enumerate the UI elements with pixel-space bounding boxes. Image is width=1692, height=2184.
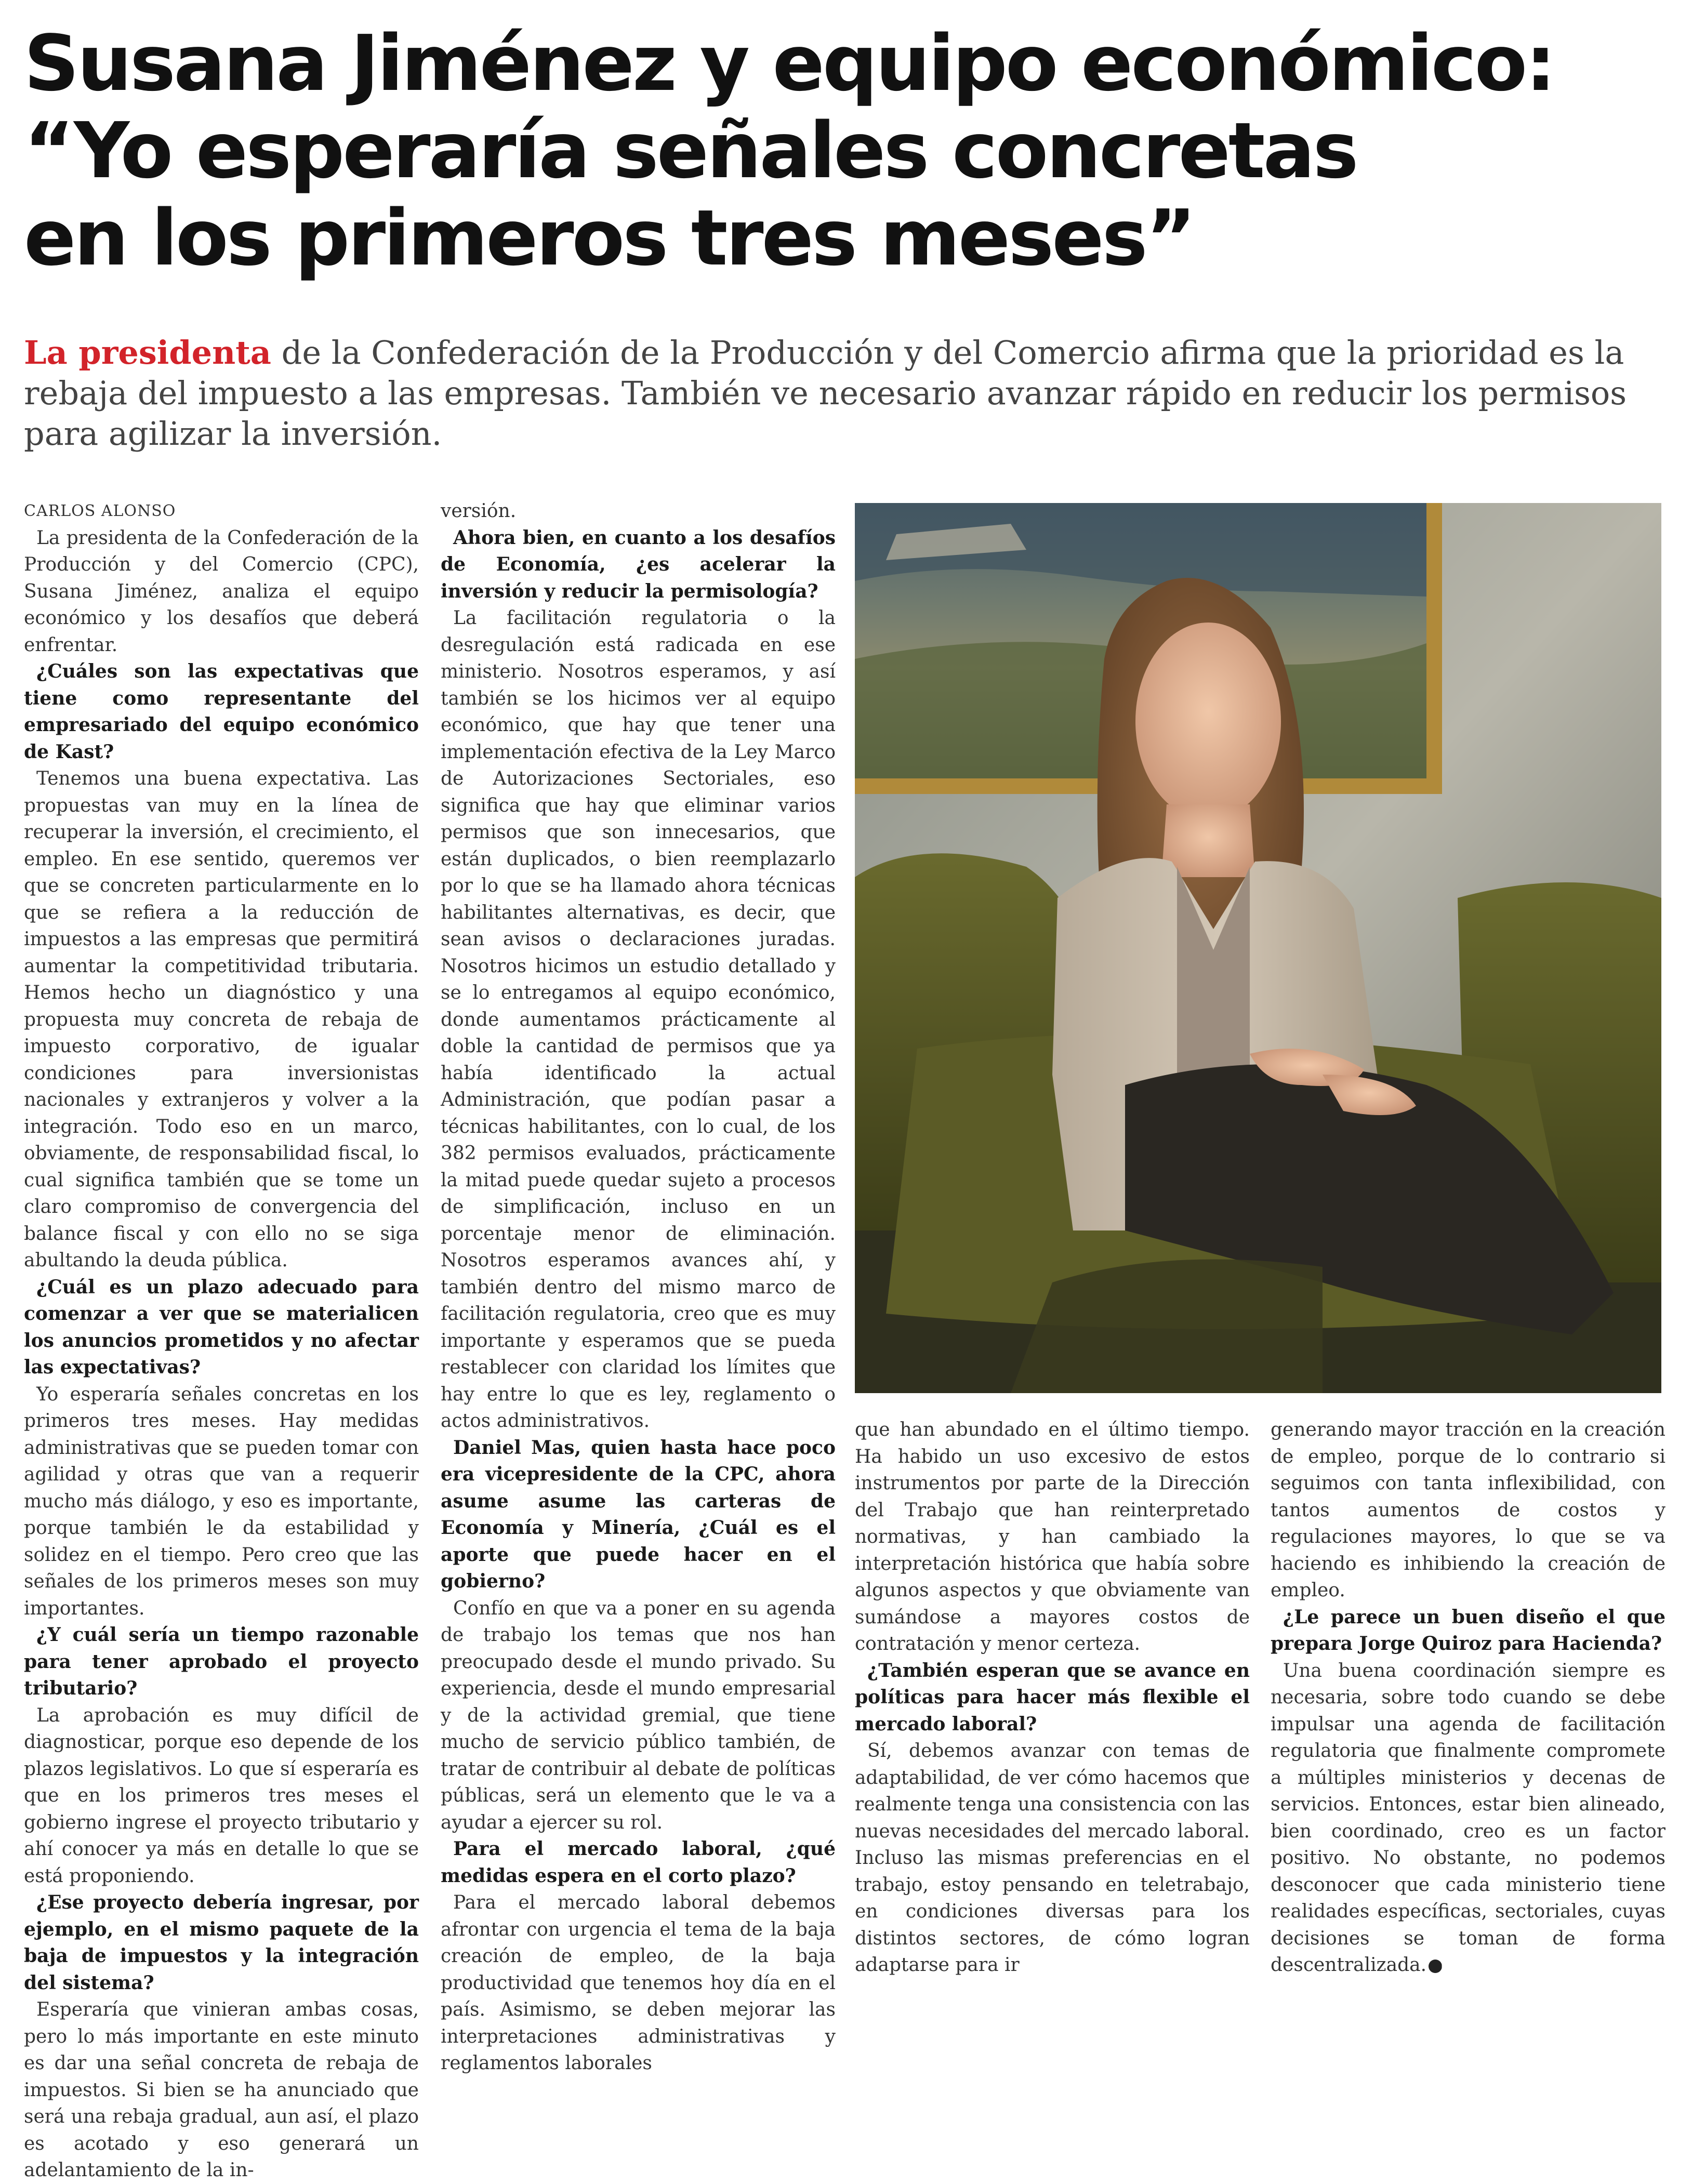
- question-3: ¿Y cuál sería un tiempo razonable para tener aprobado el proyecto tributario?: [24, 1624, 419, 1699]
- answer-4: Esperaría que vinieran ambas cosas, pero lo más importante en este minuto es dar una señal concreta de rebaja de impuestos. Si bien se ha anunciado que será una rebaja gradual, aun así, el plazo es acotado y eso generará un adelantamiento de la in-: [24, 1999, 419, 2181]
- headline: [24, 20, 1661, 282]
- answer-9: [1271, 1658, 1665, 1979]
- answer-7: Para el mercado laboral debemos afrontar con urgencia el tema de la baja creación de empleo, de la baja productividad que tenemos hoy día en el país. Asimismo, se deben mejorar las interpretaciones administrativas y reglamentos laborales: [441, 1892, 836, 2074]
- answer-5: La facilitación regulatoria o la desregulación está radicada en ese ministerio. Nosotros esperamos, y así también se los hicimos ver al equipo económico, que hay que tener una implementación efectiva de la Ley Marco de Autorizaciones Sectoriales, eso significa que hay que eliminar varios permisos que son innecesarios, que están duplicados, o bien reemplazarlo por lo que se ha llamado ahora técnicas habilitantes alternativas, es decir, que sean avisos o declaraciones juradas. Nosotros hicimos un estudio detallado y se lo entregamos al equipo económico, donde aumentamos prácticamente al doble la cantidad de permisos que ya había identificado la actual Administración, que podían pasar a técnicas habilitantes, con lo cual, de los 382 permisos evaluados, prácticamente la mitad puede quedar sujeto a procesos de simplificación, incluso en un porcentaje menor de eliminación. Nosotros esperamos avances ahí, y también dentro del mismo marco de facilitación regulatoria, creo que es muy importante y esperamos que se pueda restablecer con claridad los límites que hay entre lo que es ley, reglamento o actos administrativos.: [441, 607, 836, 1432]
- headline-line-1: Susana Jiménez y equipo económico:: [24, 19, 1554, 108]
- continuation-text-4: generando mayor tracción en la creación de empleo, porque de lo contrario si seguimos con tanta inflexibilidad, con tantos aumentos de costos y regulaciones mayores, lo que se va haciendo es inhibiendo la creación de empleo.: [1271, 1419, 1665, 1601]
- question-9: ¿Le parece un buen diseño el que prepara Jorge Quiroz para Hacienda?: [1271, 1606, 1665, 1654]
- question-6: Daniel Mas, quien hasta hace poco era vicepresidente de la CPC, ahora asume asume las carteras de Economía y Minería, ¿Cuál es el aporte que puede hacer en el gobierno?: [441, 1436, 836, 1592]
- answer-2: Yo esperaría señales concretas en los primeros tres meses. Hay medidas administrativas que se pueden tomar con agilidad y otras que van a requerir mucho más diálogo, y eso es importante, porque también le da estabilidad y solidez en el tiempo. Pero creo que las señales de los primeros meses son muy importantes.: [24, 1383, 419, 1619]
- column-4: [1271, 1417, 1665, 1979]
- answer-8: Sí, debemos avanzar con temas de adaptabilidad, de ver cómo hacemos que realmente tenga una consistencia con las nuevas necesidades del mercado laboral. Incluso las mismas preferencias en el trabajo, estoy pensando en teletrabajo, en condiciones diversas para los distintos sectores, de cómo logran adaptarse para ir: [855, 1740, 1250, 1976]
- lead-paragraph: [24, 333, 1661, 454]
- answer-3: La aprobación es muy difícil de diagnosticar, porque eso depende de los plazos legislativos. Lo que sí esperaría es que en los primeros tres meses el gobierno ingrese el proyecto tributario y ahí conocer ya más en detalle lo que se está proponiendo.: [24, 1704, 419, 1887]
- byline: CARLOS ALONSO: [24, 502, 176, 520]
- question-4: ¿Ese proyecto debería ingresar, por ejemplo, en el mismo paquete de la baja de impuestos y la integración del sistema?: [24, 1891, 419, 1994]
- question-2: ¿Cuál es un plazo adecuado para comenzar a ver que se materialicen los anuncios prometidos y no afectar las expectativas?: [24, 1276, 419, 1378]
- headline-line-3: en los primeros tres meses”: [24, 193, 1194, 283]
- answer-1: Tenemos una buena expectativa. Las propuestas van muy en la línea de recuperar la inversión, el crecimiento, el empleo. En ese sentido, queremos ver que se concreten particularmente en lo que se refiera a la reducción de impuestos a las empresas que permitirá aumentar la competitividad tributaria. Hemos hecho un diagnóstico y una propuesta muy concreta de rebaja de impuesto corporativo, de igualar condiciones para inversionistas nacionales y extranjeros y volver a la integración. Todo eso en un marco, obviamente, de responsabilidad fiscal, lo cual significa también que se tome un claro compromiso de convergencia del balance fiscal y con ello no se siga abultando la deuda pública.: [24, 768, 419, 1271]
- headline-line-2: “Yo esperaría señales concretas: [24, 106, 1357, 195]
- lead-text: de la Confederación de la Producción y del Comercio afirma que la prioridad es la rebaja del impuesto a las empresas. También ve necesario avanzar rápido en reducir los permisos para agilizar la inversión.: [24, 334, 1627, 453]
- question-5: Ahora bien, en cuanto a los desafíos de Economía, ¿es acelerar la inversión y reducir la permisología?: [441, 526, 836, 602]
- lead-kicker: La presidenta: [24, 334, 271, 372]
- continuation-text-3: que han abundado en el último tiempo. Ha habido un uso excesivo de estos instrumentos por parte de la Dirección del Trabajo que han reinterpretado normativas, y han cambiado la interpretación histórica que había sobre algunos aspectos y que obviamente van sumándose a mayores costos de contratación y menor certeza.: [855, 1419, 1250, 1654]
- question-8: ¿También esperan que se avance en políticas para hacer más flexible el mercado laboral?: [855, 1659, 1250, 1735]
- question-1: ¿Cuáles son las expectativas que tiene como representante del empresariado del equipo económico de Kast?: [24, 660, 419, 763]
- column-2: [441, 498, 836, 2077]
- intro-paragraph: La presidenta de la Confederación de la Producción y del Comercio (CPC), Susana Jiménez, analiza el equipo económico y los desafíos que deberá enfrentar.: [24, 527, 419, 656]
- column-1: [24, 498, 419, 2184]
- answer-6: Confío en que va a poner en su agenda de trabajo los temas que nos han preocupado desde el mundo privado. Su experiencia, desde el mundo empresarial y de la actividad gremial, que tiene mucho de servicio público también, de tratar de contribuir al debate de políticas públicas, será un elemento que le va a ayudar a ejercer su rol.: [441, 1597, 836, 1833]
- end-mark-icon: P: [1429, 1960, 1442, 1973]
- answer-9-text: Una buena coordinación siempre es necesaria, sobre todo cuando se debe impulsar una agenda de facilitación regulatoria que finalmente compromete a múltiples ministerios y decenas de servicios. Entonces, estar bien alineado, bien coordinado, creo es un factor positivo. No obstante, no podemos desconocer que cada ministerio tiene realidades específicas, sectoriales, cuyas decisiones se toman de forma descentralizada.: [1271, 1660, 1665, 1976]
- column-3: [855, 1417, 1250, 1979]
- portrait-photo: [855, 503, 1661, 1393]
- continuation-text: versión.: [441, 500, 517, 522]
- question-7: Para el mercado laboral, ¿qué medidas espera en el corto plazo?: [441, 1838, 836, 1887]
